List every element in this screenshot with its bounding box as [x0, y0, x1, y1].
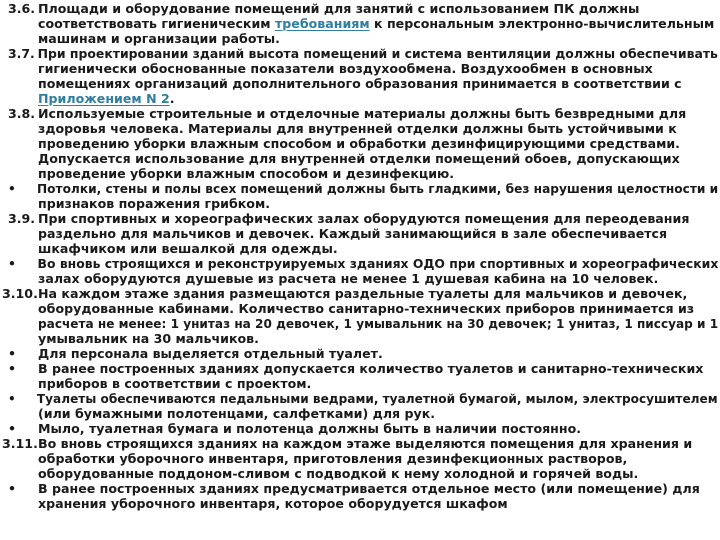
text: Площади и оборудование помещений для занятий с использованием ПК должны — [38, 1, 640, 16]
paragraph-3-6-line-1 — [8, 1, 639, 16]
text: здоровья человека. Материалы для внутренней отделки должны быть устойчивыми к — [38, 121, 677, 136]
text: Для персонала выделяется отдельный туалет. — [38, 346, 383, 361]
bullet-icon: • — [8, 181, 16, 196]
paragraph-3-6-line-3 — [38, 31, 280, 46]
paragraph-3-10-line-4 — [38, 331, 259, 346]
text: Во вновь строящихся и реконструируемых зданиях ОДО при спортивных и хореографических — [37, 256, 719, 271]
bullet-icon: • — [8, 361, 17, 376]
paragraph-3-8-line-4 — [38, 151, 680, 166]
paragraph-number: 3.10. — [2, 286, 38, 301]
paragraph-number: 3.8. — [8, 106, 36, 121]
paragraph-number: 3.7. — [8, 46, 35, 61]
paragraph-3-11-line-2 — [38, 451, 627, 466]
paragraph-3-11-line-1 — [2, 436, 692, 451]
text: шкафчиком или вешалкой для одежды. — [38, 241, 338, 256]
bullet-icon: • — [8, 256, 16, 271]
paragraph-3-7-line-1 — [8, 46, 718, 61]
text: хранения уборочного инвентаря, которое оборудуется шкафом — [38, 496, 508, 511]
text: Используемые строительные и отделочные материалы должны быть безвредными для — [38, 106, 687, 121]
bullet-1-line-2 — [38, 196, 270, 211]
text: При проектировании зданий высота помещений и система вентиляции должны обеспечивать — [37, 46, 718, 61]
paragraph-3-9-line-1 — [8, 211, 689, 226]
paragraph-3-7-line-3 — [38, 76, 682, 91]
paragraph-number: 3.9. — [8, 211, 36, 226]
text: Во вновь строящихся зданиях на каждом этаже выделяются помещения для хранения и — [38, 436, 693, 451]
text: помещениях организаций дополнительного образования принимается в соответствии с — [38, 76, 682, 91]
text: . — [169, 91, 175, 106]
text: оборудованные поддоном-сливом с подводкой к нему холодной и горячей воды. — [38, 466, 639, 481]
requirements-link[interactable]: требованиям — [274, 16, 370, 31]
paragraph-number: 3.11. — [2, 436, 38, 451]
bullet-icon: • — [8, 391, 16, 406]
text: Туалеты обеспечиваются педальными ведрами, туалетной бумагой, мылом, электросушителем — [36, 391, 718, 406]
text: гигиенически обоснованные показатели воздухообмена. Воздухообмен в основных — [38, 61, 653, 76]
paragraph-3-8-line-5 — [38, 166, 454, 181]
bullet-4-line-2 — [38, 376, 311, 391]
paragraph-3-9-line-3 — [38, 241, 338, 256]
text: приборов в соответствии с проектом. — [38, 376, 312, 391]
text: признаков поражения грибком. — [38, 196, 271, 211]
bullet-3-line-1 — [8, 346, 383, 361]
text: залах оборудуются душевые из расчета не менее 1 душевая кабина на 10 человек. — [38, 271, 659, 286]
text: проведению уборки влажным способом и обработки дезинфицирующими средствами. — [38, 136, 680, 151]
bullet-5-line-2 — [38, 406, 435, 421]
bullet-icon: • — [8, 481, 17, 496]
appendix-2-link[interactable]: Приложением N 2 — [38, 91, 170, 106]
paragraph-3-10-line-2 — [38, 301, 694, 316]
bullet-2-line-2 — [38, 271, 658, 286]
text: В ранее построенных зданиях предусматривается отдельное место (или помещение) для — [38, 481, 700, 496]
bullet-5-line-1 — [8, 391, 718, 406]
text: расчета не менее: 1 унитаз на 20 девочек, 1 умывальник на 30 девочек; 1 унитаз, 1 писсуар и 1 — [38, 316, 719, 331]
text: оборудованные кабинами. Количество санитарно-технических приборов принимается из — [38, 301, 695, 316]
bullet-icon: • — [8, 346, 17, 361]
text: проведение уборки влажным способом и дезинфекцию. — [38, 166, 455, 181]
text: машинам и организации работы. — [38, 31, 280, 46]
text: раздельно для мальчиков и девочек. Каждый занимающийся в зале обеспечивается — [38, 226, 668, 241]
bullet-4-line-1 — [8, 361, 703, 376]
paragraph-3-8-line-3 — [38, 136, 680, 151]
text: обработки уборочного инвентаря, приготовления дезинфекционных растворов, — [38, 451, 628, 466]
text: Потолки, стены и полы всех помещений должны быть гладкими, без нарушения целостности и — [36, 181, 719, 196]
bullet-1-line-1 — [8, 181, 718, 196]
text: (или бумажными полотенцами, салфетками) для рук. — [38, 406, 436, 421]
text: соответствовать гигиеническим — [38, 16, 275, 31]
bullet-2-line-1 — [8, 256, 718, 271]
text: Мыло, туалетная бумага и полотенца должны быть в наличии постоянно. — [38, 421, 582, 436]
text: При спортивных и хореографических залах оборудуются помещения для переодевания — [38, 211, 690, 226]
text: к персональным электронно-вычислительным — [369, 16, 715, 31]
bullet-7-line-2 — [38, 496, 508, 511]
paragraph-3-11-line-3 — [38, 466, 638, 481]
paragraph-number: 3.6. — [8, 1, 36, 16]
bullet-icon: • — [8, 421, 17, 436]
paragraph-3-8-line-1 — [8, 106, 686, 121]
text: умывальник на 30 мальчиков. — [38, 331, 259, 346]
paragraph-3-10-line-3 — [38, 316, 718, 331]
text: В ранее построенных зданиях допускается количество туалетов и санитарно-технических — [38, 361, 704, 376]
paragraph-3-7-line-2 — [38, 61, 653, 76]
paragraph-3-7-line-4 — [38, 91, 175, 106]
text: На каждом этаже здания размещаются раздельные туалеты для мальчиков и девочек, — [38, 286, 688, 301]
bullet-7-line-1 — [8, 481, 700, 496]
paragraph-3-10-line-1 — [2, 286, 687, 301]
paragraph-3-6-line-2 — [38, 16, 714, 31]
text: Допускается использование для внутренней отделки помещений обоев, допускающих — [38, 151, 680, 166]
paragraph-3-9-line-2 — [38, 226, 667, 241]
paragraph-3-8-line-2 — [38, 121, 677, 136]
bullet-6-line-1 — [8, 421, 581, 436]
